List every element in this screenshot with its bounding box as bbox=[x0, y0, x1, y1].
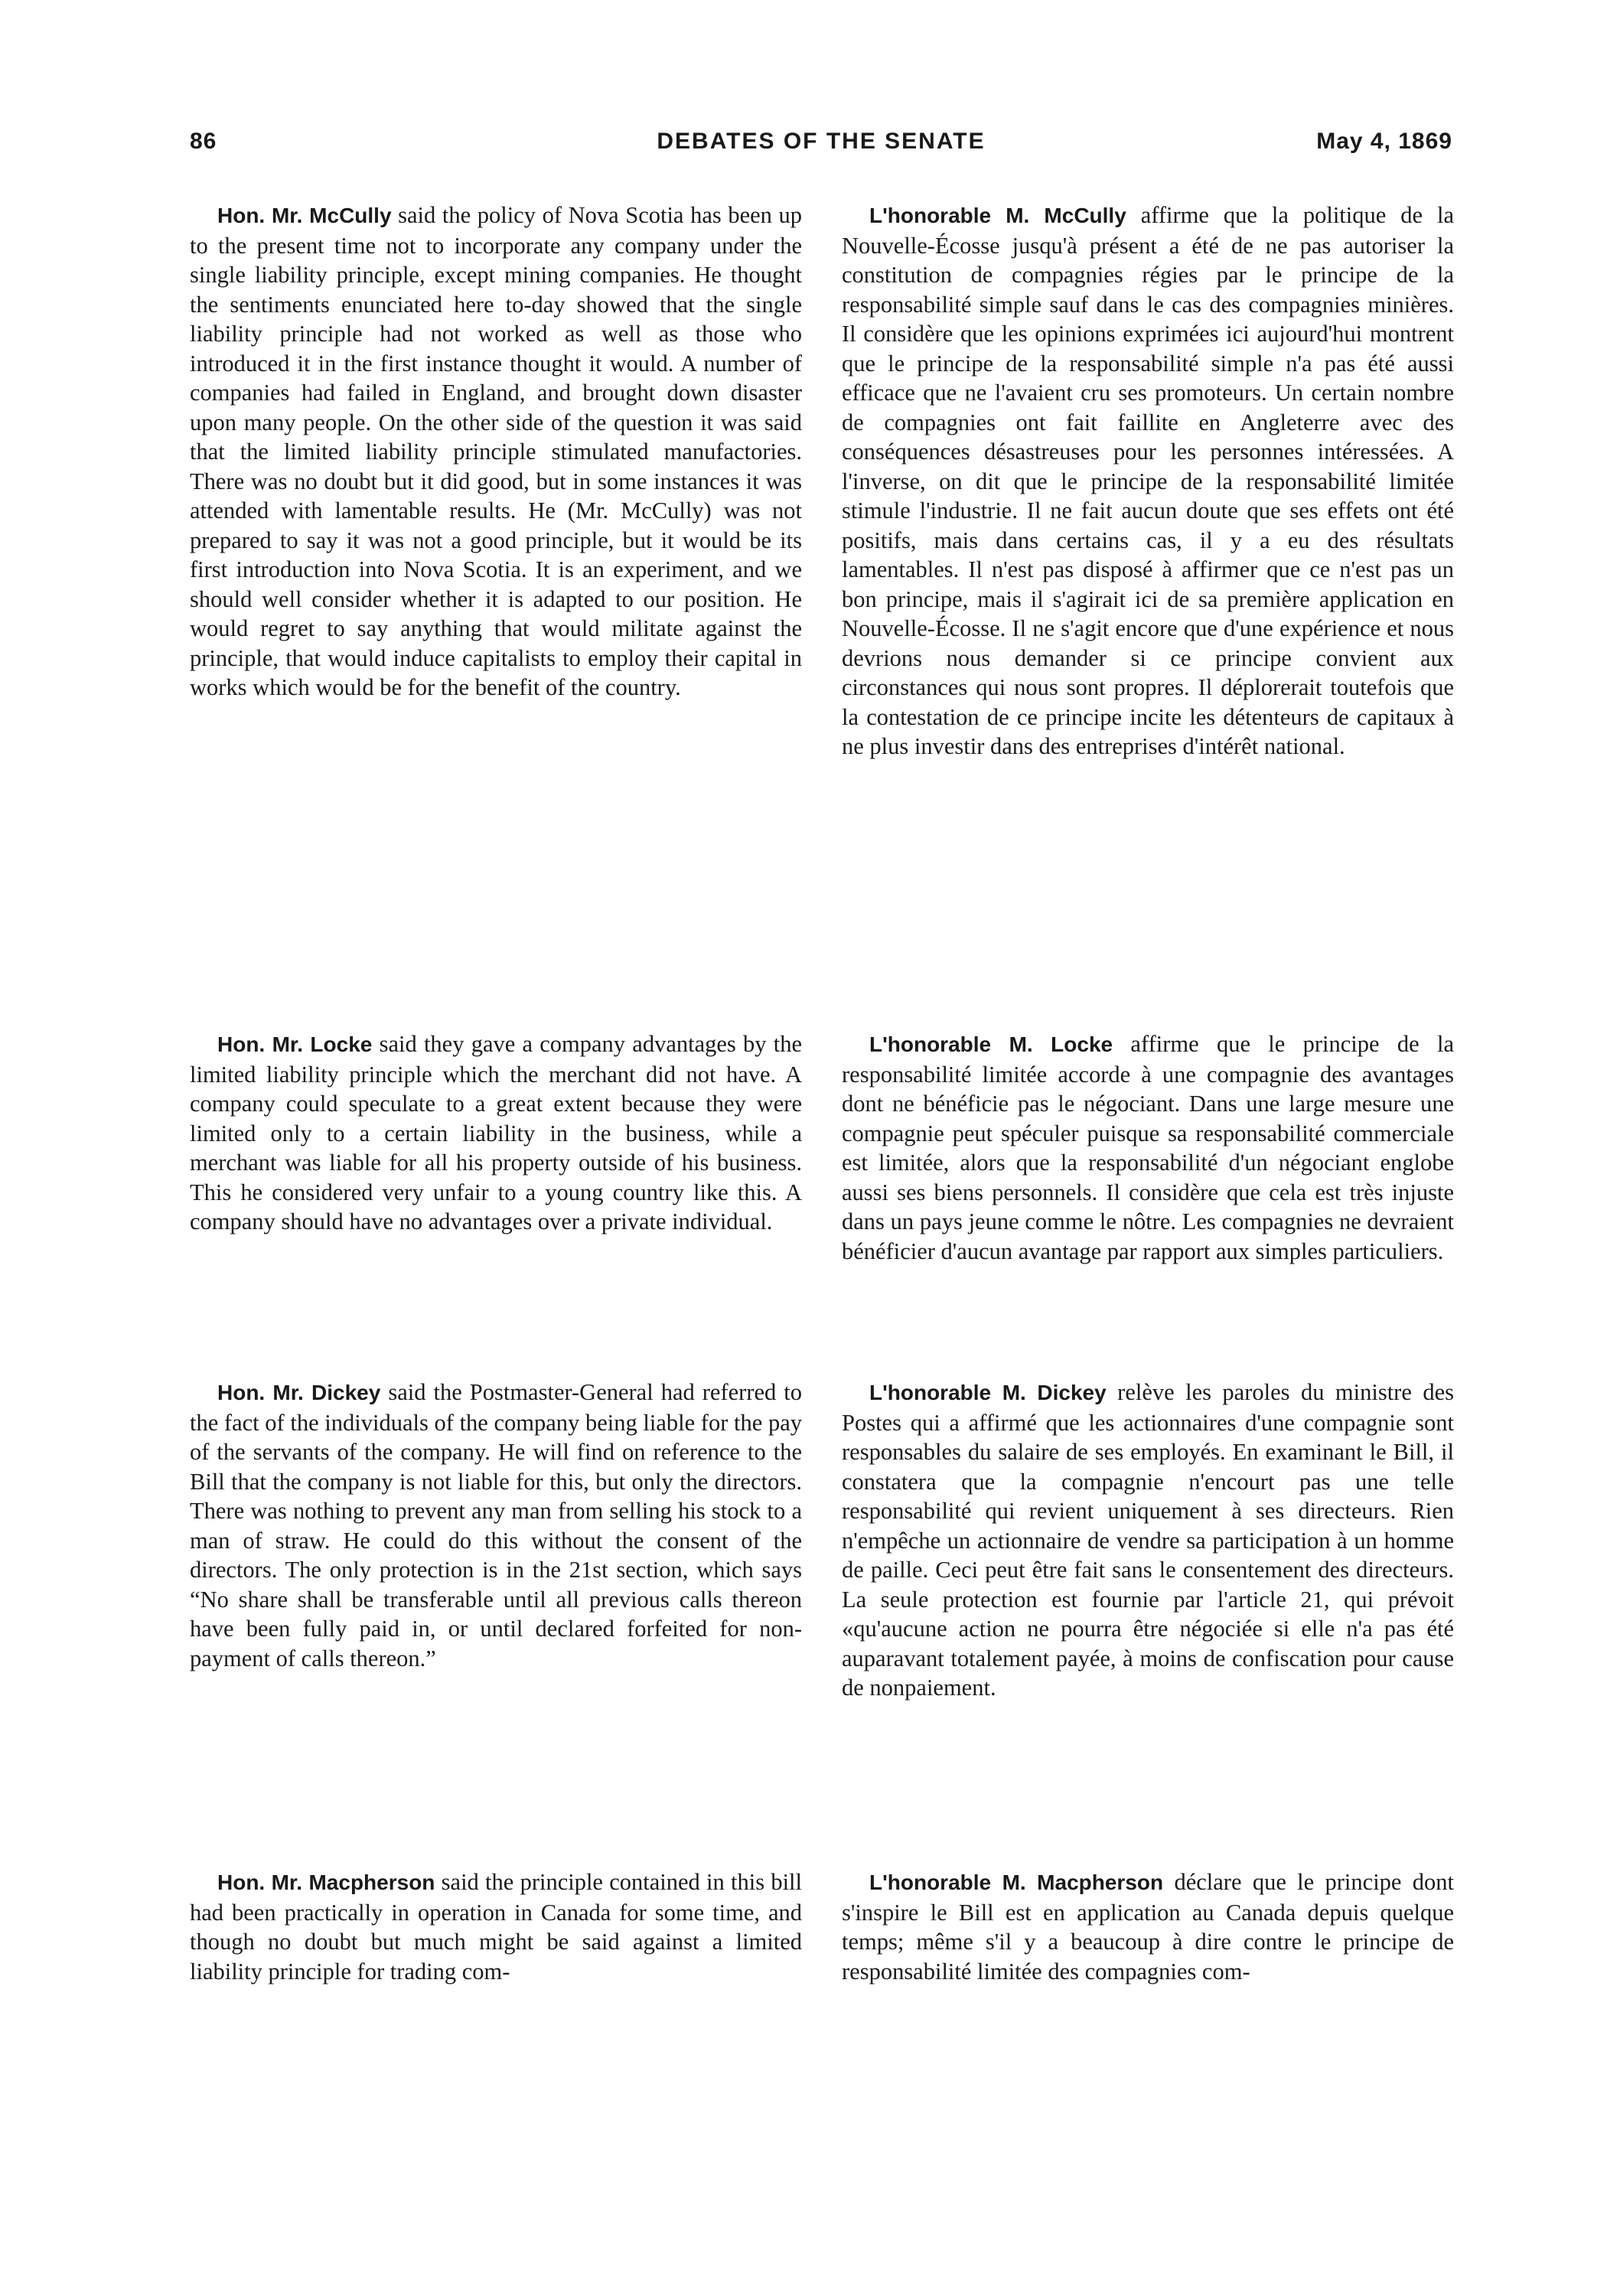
speaker-name: L'honorable M. Macpherson bbox=[869, 1870, 1164, 1894]
speaker-name: Hon. Mr. Locke bbox=[217, 1032, 373, 1056]
speech-text: said the principle contained in this bill had been practically in operation in Canada for some time, and though no doubt but much might be said against a limited liability principle for trading com- bbox=[190, 1869, 802, 1985]
speech-text: said they gave a company advantages by the limited liability principle which the merchant did not have. A company could speculate to a great extent because they were limited only to a certain liability in the business, while a merchant was liable for all his property outside of his business. This he considered very unfair to a young country like this. A company should have no advantages over a private individual. bbox=[190, 1031, 802, 1234]
page-number: 86 bbox=[190, 129, 217, 154]
speaker-name: Hon. Mr. Macpherson bbox=[217, 1870, 435, 1894]
speech-text: déclare que le principe dont s'inspire le Bill est en application au Canada depuis quelque temps; même s'il y a beaucoup à dire contre le principe de responsabilité limitée des compagnies com- bbox=[842, 1869, 1455, 1985]
speaker-name: L'honorable M. McCully bbox=[869, 204, 1126, 227]
page-header bbox=[190, 129, 1452, 167]
speech-text: relève les paroles du ministre des Postes qui a affirmé que les actionnaires d'une compagnie sont responsables du salaire de ses employés. En examinant le Bill, il constatera que la compagnie n'encourt pas une telle responsabilité qui revient uniquement à ses directeurs. Rien n'empêche un actionnaire de vendre sa participation à un homme de paille. Ceci peut être fait sans le consentement des directeurs. La seule protection est fournie par l'article 21, qui prévoit «qu'aucune action ne pourra être négociée si elle n'a pas été auparavant totalement payée, à moins de confiscation pour cause de nonpaiement. bbox=[842, 1379, 1454, 1701]
speech-macpherson-en bbox=[190, 1867, 802, 1986]
speech-text: affirme que le principe de la responsabilité limitée accorde à une compagnie des avantages dont ne bénéficie pas le négociant. Dans une large mesure une compagnie peut spéculer puisque sa responsabilité commerciale est limitée, alors que la responsabilité d'un négociant englobe aussi ses biens personnels. Il considère que cela est très injuste dans un pays jeune comme le nôtre. Les compagnies ne devraient bénéficier d'aucun avantage par rapport aux simples particuliers. bbox=[842, 1031, 1455, 1264]
speech-text: said the Postmaster-General had referred to the fact of the individuals of the company being liable for the pay of the servants of the company. He will find on reference to the Bill that the company is not liable for this, but only the directors. There was nothing to prevent any man from selling his stock to a man of straw. He could do this without the consent of the directors. The only protection is in the 21st section, which says “No share shall be transferable until all previous calls thereon have been fully paid in, or until declared forfeited for non-payment of calls thereon.” bbox=[190, 1379, 803, 1671]
speech-mccully-en bbox=[190, 201, 802, 703]
speech-text: said the policy of Nova Scotia has been up to the present time not to incorporate any company under the single liability principle, except mining companies. He thought the sentiments enunciated here to-day showed that the single liability principle had not worked as well as those who introduced it in the first instance thought it would. A number of companies had failed in England, and brought down disaster upon many people. On the other side of the question it was said that the limited liability principle stimulated manufactories. There was no doubt but it did good, but in some instances it was attended with lamentable results. He (Mr. McCully) was not prepared to say it was not a good principle, but it would be its first introduction into Nova Scotia. It is an experiment, and we should well consider whether it is adapted to our position. He would regret to say anything that would militate against the principle, that would induce capitalists to employ their capital in works which would be for the benefit of the country. bbox=[190, 202, 802, 700]
speaker-name: Hon. Mr. Dickey bbox=[217, 1381, 381, 1404]
speech-mccully-fr bbox=[842, 201, 1454, 762]
speech-macpherson-fr bbox=[842, 1867, 1454, 1986]
speech-text: affirme que la politique de la Nouvelle-Écosse jusqu'à présent a été de ne pas autoriser la constitution de compagnies régies par le principe de la responsabilité simple sauf dans le cas des compagnies minières. Il considère que les opinions exprimées ici aujourd'hui montrent que le principe de la responsabilité simple n'a pas été aussi efficace que ne l'avaient cru ses promoteurs. Un certain nombre de compagnies ont fait faillite en Angleterre avec des conséquences désastreuses pour les personnes intéressées. A l'inverse, on dit que le principe de la responsabilité limitée stimule l'industrie. Il ne fait aucun doute que ses effets ont été positifs, mais dans certains cas, il y a eu des résultats lamentables. Il n'est pas disposé à affirmer que ce n'est pas un bon principe, mais il s'agirait ici de sa première application en Nouvelle-Écosse. Il ne s'agit encore que d'une expérience et nous devrions nous demander si ce principe convient aux circonstances qui nous sont propres. Il déplorerait toutefois que la contestation de ce principe incite les détenteurs de capitaux à ne plus investir dans des entreprises d'intérêt national. bbox=[842, 202, 1454, 759]
speaker-name: Hon. Mr. McCully bbox=[217, 204, 392, 227]
speaker-name: L'honorable M. Dickey bbox=[869, 1381, 1107, 1404]
sitting-date: May 4, 1869 bbox=[1316, 129, 1452, 154]
publication-title: DEBATES OF THE SENATE bbox=[657, 129, 986, 154]
speaker-name: L'honorable M. Locke bbox=[869, 1032, 1113, 1056]
speech-locke-fr bbox=[842, 1029, 1454, 1266]
speech-locke-en bbox=[190, 1029, 802, 1237]
speech-dickey-fr bbox=[842, 1378, 1454, 1703]
speech-dickey-en bbox=[190, 1378, 802, 1673]
